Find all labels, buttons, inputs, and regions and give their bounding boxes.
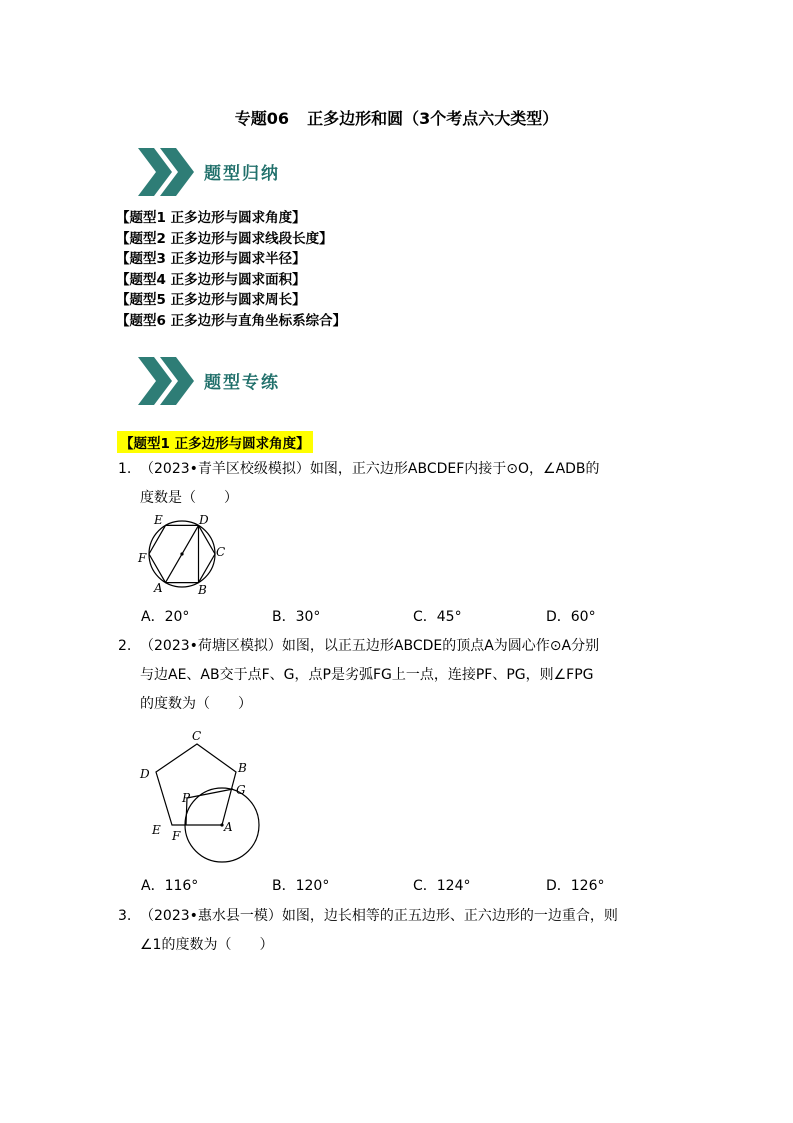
question-text: （2023•青羊区校级模拟）如图，正六边形ABCDEF内接于⊙O，∠ADB的 bbox=[140, 461, 600, 477]
option-d[interactable]: D．126° bbox=[546, 878, 605, 894]
page-title bbox=[0, 106, 793, 129]
label-b: B bbox=[238, 761, 247, 775]
question-number: 2. bbox=[118, 638, 132, 654]
practice-banner-text: 题型专练 bbox=[204, 373, 280, 393]
label-e: E bbox=[154, 513, 163, 527]
question-1 bbox=[118, 455, 678, 513]
question-text: （2023•惠水县一模）如图，边长相等的正五边形、正六边形的一边重合，则 bbox=[140, 908, 618, 924]
label-b: B bbox=[198, 583, 207, 597]
label-p: P bbox=[182, 791, 191, 805]
option-b[interactable]: B．30° bbox=[272, 609, 321, 625]
summary-banner bbox=[136, 146, 336, 198]
label-e: E bbox=[152, 823, 161, 837]
list-item: 【题型6 正多边形与直角坐标系综合】 bbox=[116, 312, 347, 329]
list-item: 【题型4 正多边形与圆求面积】 bbox=[116, 271, 306, 288]
option-a[interactable]: A．20° bbox=[141, 609, 190, 625]
label-a: A bbox=[224, 820, 233, 834]
label-d: D bbox=[199, 513, 209, 527]
question-text: （2023•荷塘区模拟）如图，以正五边形ABCDE的顶点A为圆心作⊙A分别 bbox=[140, 638, 600, 654]
question-number: 3. bbox=[118, 908, 132, 924]
list-item: 【题型1 正多边形与圆求角度】 bbox=[116, 210, 306, 226]
list-item: 【题型5 正多边形与圆求周长】 bbox=[116, 292, 306, 308]
section-heading: 【题型1 正多边形与圆求角度】 bbox=[117, 431, 313, 453]
type-summary-list bbox=[116, 208, 346, 331]
option-b[interactable]: B．120° bbox=[272, 878, 330, 894]
double-chevron-icon bbox=[136, 146, 196, 198]
label-g: G bbox=[236, 783, 246, 797]
question-text: ∠1的度数为（ ） bbox=[140, 937, 274, 953]
hexagon-figure bbox=[134, 512, 234, 602]
question-text: 与边AE、AB交于点F、G，点P是劣弧FG上一点，连接PF、PG，则∠FPG bbox=[140, 667, 594, 683]
option-a[interactable]: A．116° bbox=[141, 878, 199, 894]
center-point bbox=[180, 552, 183, 555]
option-c[interactable]: C．124° bbox=[413, 878, 471, 894]
question-text: 的度数为（ ） bbox=[140, 696, 252, 712]
practice-banner bbox=[136, 355, 336, 407]
topic-code: 专题06 bbox=[234, 109, 290, 128]
option-c[interactable]: C．45° bbox=[413, 609, 462, 625]
label-d: D bbox=[140, 767, 150, 781]
option-d[interactable]: D．60° bbox=[546, 609, 596, 625]
topic-title: 正多边形和圆（3个考点六大类型） bbox=[307, 109, 559, 128]
label-f: F bbox=[138, 551, 147, 565]
question-3 bbox=[118, 902, 678, 960]
pentagon-figure bbox=[132, 724, 272, 874]
double-chevron-icon bbox=[136, 355, 196, 407]
question-2 bbox=[118, 632, 678, 719]
summary-banner-text: 题型归纳 bbox=[204, 164, 280, 184]
label-c: C bbox=[192, 729, 202, 743]
pentagon bbox=[156, 744, 236, 825]
list-item: 【题型3 正多边形与圆求半径】 bbox=[116, 251, 306, 267]
list-item: 【题型2 正多边形与圆求线段长度】 bbox=[116, 230, 333, 247]
question-number: 1. bbox=[118, 461, 132, 477]
label-f: F bbox=[172, 829, 181, 843]
question-text: 度数是（ ） bbox=[140, 490, 238, 506]
label-c: C bbox=[216, 545, 226, 559]
label-a: A bbox=[154, 581, 163, 595]
